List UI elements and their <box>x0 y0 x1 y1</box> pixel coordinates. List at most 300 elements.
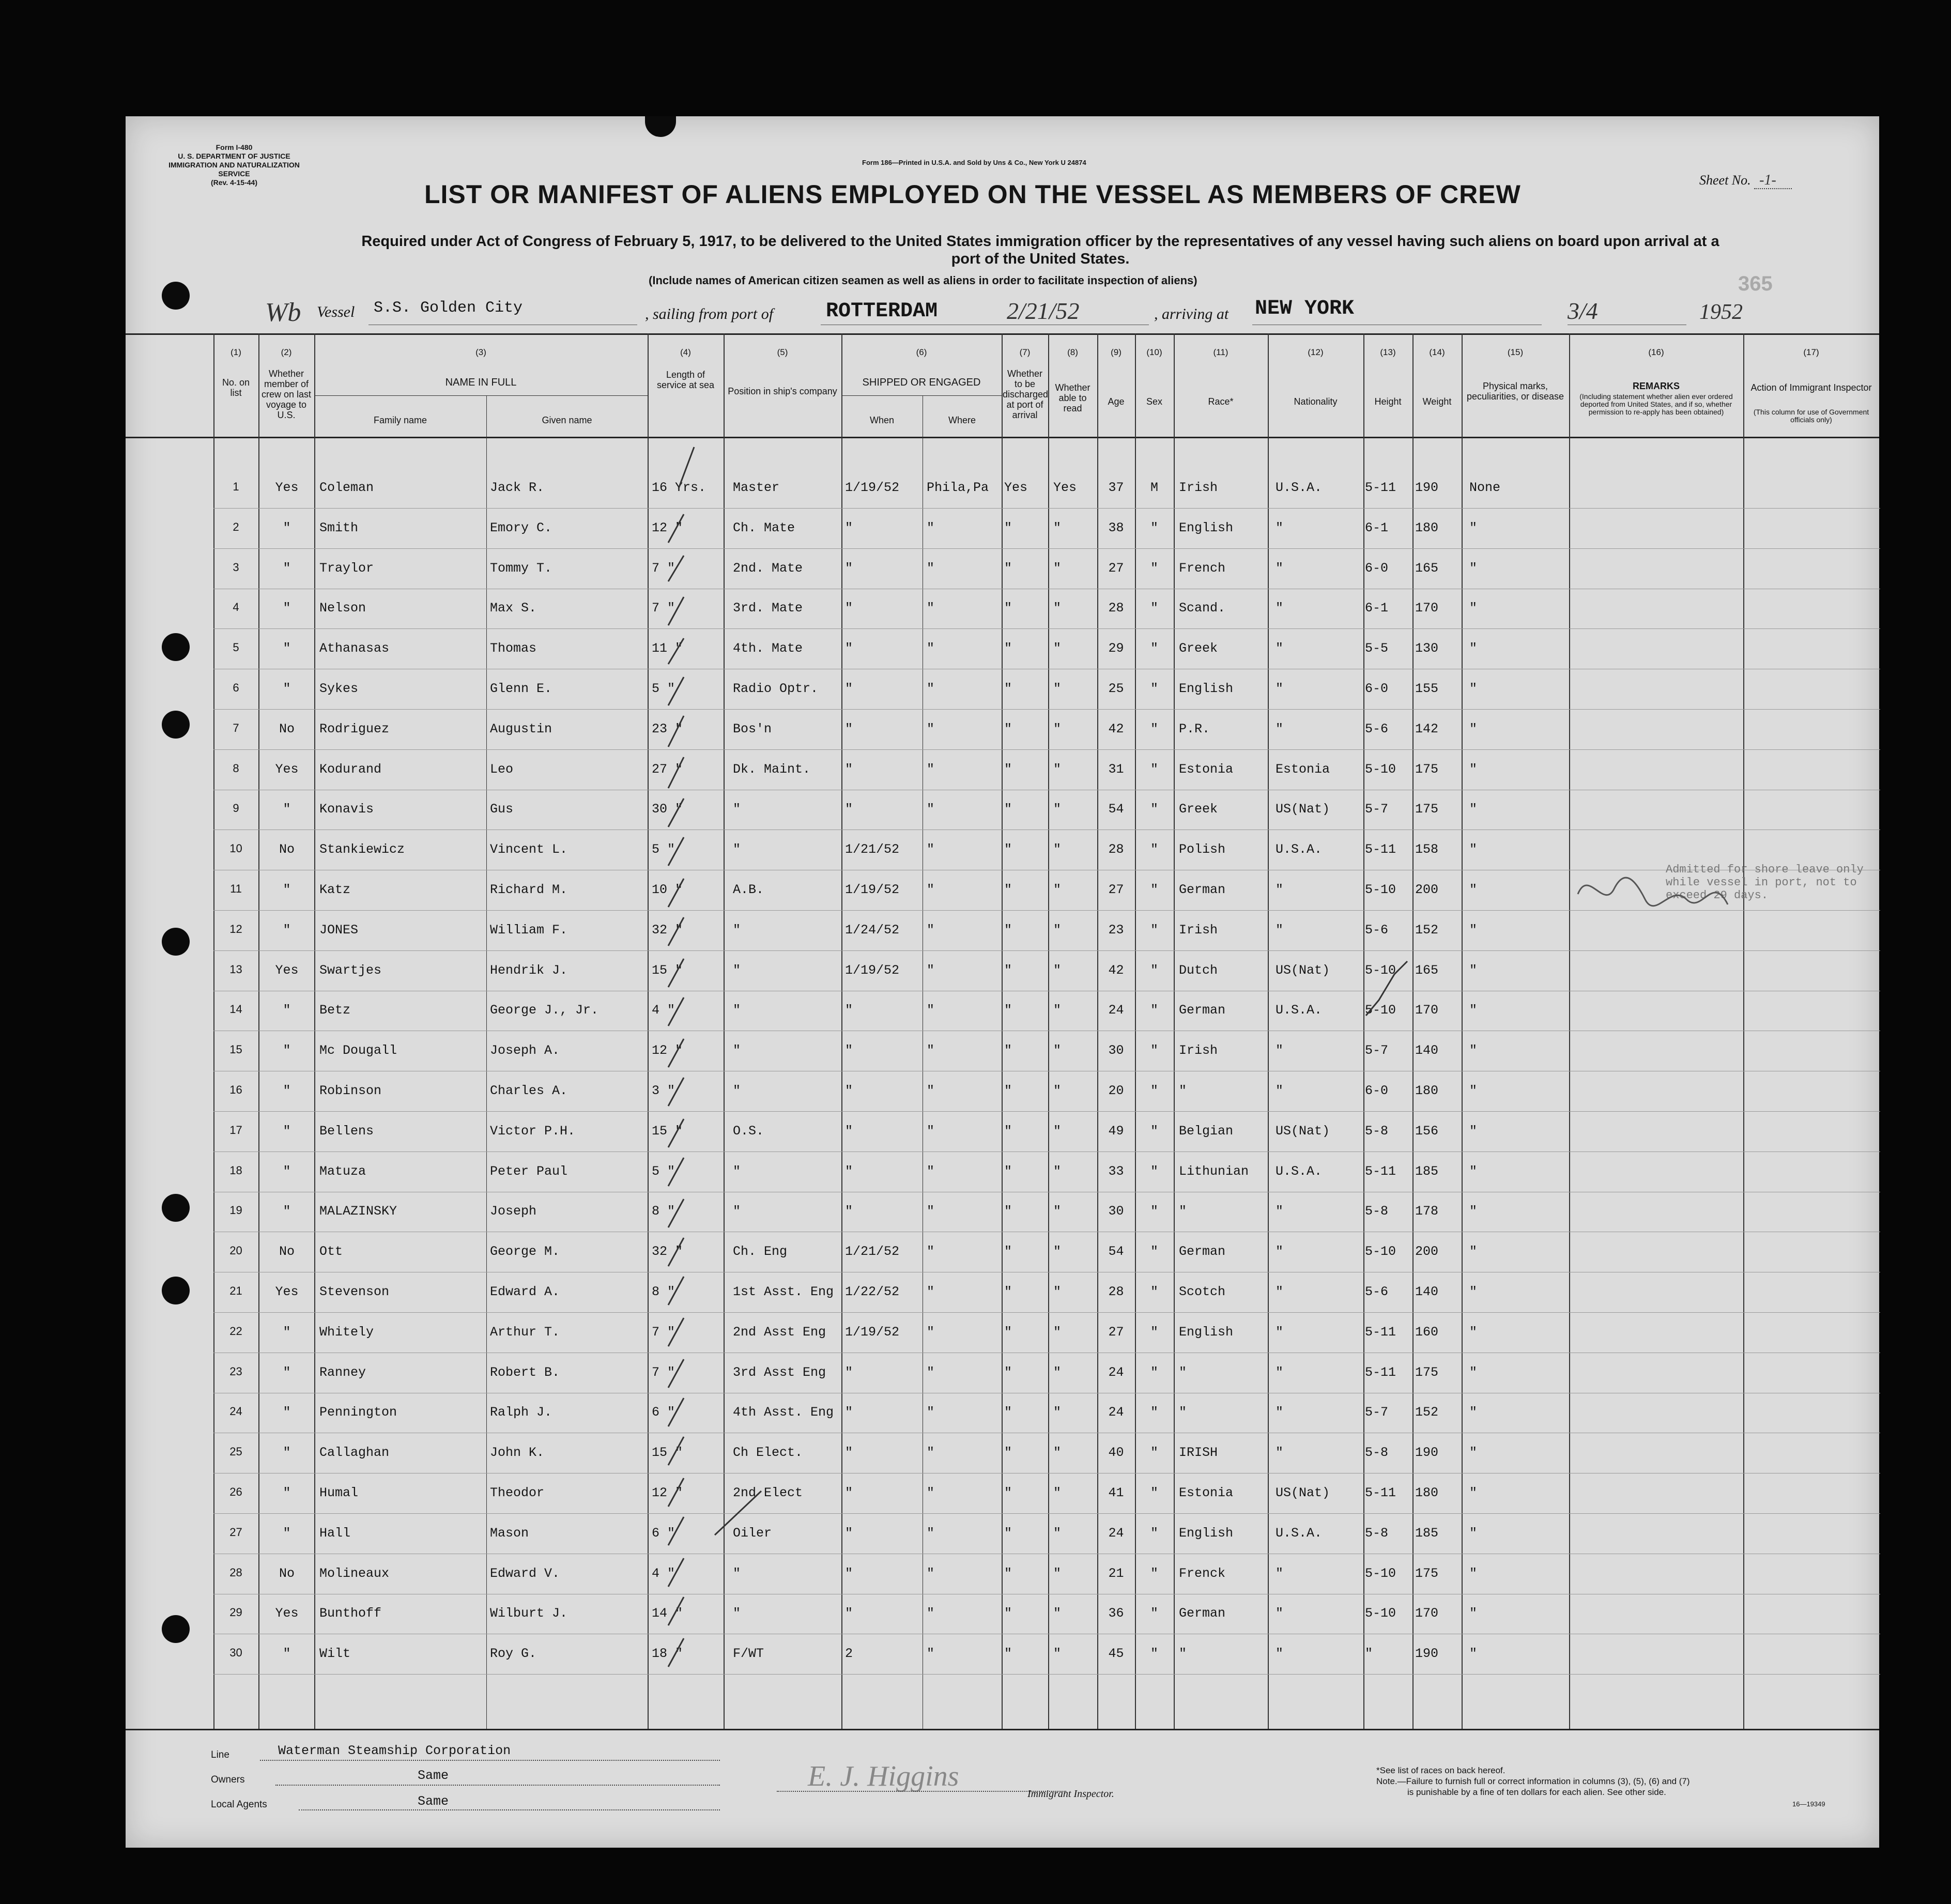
cell-read: " <box>1053 842 1062 857</box>
cell-height: 5-8 <box>1365 1525 1389 1541</box>
col-num-17: (17) <box>1803 347 1819 357</box>
cell-when: 1/19/52 <box>845 480 900 495</box>
cell-phys: " <box>1469 1043 1478 1058</box>
hdr-height: Height <box>1374 396 1402 407</box>
cell-prev: " <box>283 802 291 817</box>
cell-given: Mason <box>490 1525 529 1541</box>
cell-weight: 155 <box>1415 681 1439 696</box>
cell-no: 26 <box>229 1485 242 1498</box>
row-rule <box>213 508 1880 509</box>
footer-notes <box>1376 1765 1690 1798</box>
cell-given: Glenn E. <box>490 681 552 696</box>
cell-age: 31 <box>1108 761 1124 777</box>
cell-height: 5-11 <box>1365 1485 1396 1500</box>
table-bottom-border <box>126 1729 1879 1730</box>
cell-position: 2nd Elect <box>733 1485 803 1500</box>
cell-disch: " <box>1004 601 1012 616</box>
cell-prev: " <box>283 520 291 535</box>
sheet-label: Sheet No. <box>1699 173 1751 188</box>
cell-prev: Yes <box>275 761 299 777</box>
cell-age: 37 <box>1108 480 1124 495</box>
cell-service: 7 " <box>652 1364 675 1380</box>
cell-weight: 185 <box>1415 1525 1439 1541</box>
cell-age: 21 <box>1108 1565 1124 1581</box>
cell-service: 12 " <box>652 1485 683 1500</box>
cell-read: " <box>1053 1364 1062 1380</box>
owners-label: Owners <box>211 1774 245 1785</box>
cell-when: " <box>845 1163 853 1179</box>
cell-sex: " <box>1150 842 1158 857</box>
cell-when: " <box>845 1083 853 1098</box>
cell-prev: Yes <box>275 962 299 978</box>
cell-age: 45 <box>1108 1646 1124 1662</box>
cell-prev: " <box>283 641 291 656</box>
cell-family: Humal <box>319 1485 359 1500</box>
cell-where: " <box>927 761 935 777</box>
cell-no: 24 <box>229 1405 242 1418</box>
cell-position: Dk. Maint. <box>733 761 811 777</box>
cell-position: 2nd Asst Eng <box>733 1324 826 1340</box>
cell-disch: " <box>1004 1123 1012 1139</box>
cell-disch: " <box>1004 842 1012 857</box>
cell-read: " <box>1053 1565 1062 1581</box>
cell-race: English <box>1179 1525 1234 1541</box>
cell-nat: " <box>1276 1244 1284 1260</box>
punch-hole <box>162 711 190 739</box>
cell-read: " <box>1053 1525 1062 1541</box>
cell-phys: " <box>1469 1324 1478 1340</box>
cell-no: 8 <box>233 761 239 775</box>
cell-phys: " <box>1469 1284 1478 1299</box>
cell-weight: 140 <box>1415 1043 1439 1058</box>
cell-when: 1/19/52 <box>845 882 900 897</box>
cell-no: 30 <box>229 1646 242 1660</box>
cell-phys: " <box>1469 1123 1478 1139</box>
cell-disch: " <box>1004 520 1012 535</box>
cell-read: " <box>1053 1324 1062 1340</box>
cell-given: Richard M. <box>490 882 568 897</box>
cell-race: Greek <box>1179 802 1218 817</box>
cell-read: " <box>1053 1284 1062 1299</box>
cell-age: 27 <box>1108 1324 1124 1340</box>
cell-service: 5 " <box>652 681 675 696</box>
cell-nat: " <box>1276 922 1284 938</box>
cell-phys: " <box>1469 560 1478 576</box>
cell-prev: Yes <box>275 1284 299 1299</box>
cell-position: 4th. Mate <box>733 641 803 656</box>
cell-race: German <box>1179 1244 1226 1260</box>
cell-nat: US(Nat) <box>1276 1485 1330 1500</box>
cell-position: " <box>733 1003 741 1018</box>
cell-service: 11 " <box>652 641 683 656</box>
cell-disch: " <box>1004 1405 1012 1420</box>
cell-where: " <box>927 1123 935 1139</box>
hdr-position: Position in ship's company <box>728 386 837 396</box>
cell-prev: No <box>279 1565 295 1581</box>
cell-height: 5-6 <box>1365 1284 1389 1299</box>
vessel-name: S.S. Golden City <box>374 299 523 317</box>
cell-position: Ch. Eng <box>733 1244 788 1260</box>
cell-family: Whitely <box>319 1324 374 1340</box>
cell-given: John K. <box>490 1445 545 1461</box>
cell-family: Bunthoff <box>319 1606 382 1621</box>
cell-family: Stevenson <box>319 1284 390 1299</box>
cell-nat: " <box>1276 1646 1284 1662</box>
cell-where: " <box>927 601 935 616</box>
cell-when: " <box>845 1003 853 1018</box>
cell-family: Swartjes <box>319 962 382 978</box>
cell-weight: 152 <box>1415 1405 1439 1420</box>
cell-prev: " <box>283 681 291 696</box>
cell-prev: " <box>283 1083 291 1098</box>
cell-given: Charles A. <box>490 1083 568 1098</box>
cell-phys: " <box>1469 882 1478 897</box>
cell-read: " <box>1053 1083 1062 1098</box>
cell-weight: 175 <box>1415 761 1439 777</box>
cell-age: 29 <box>1108 641 1124 656</box>
cell-no: 4 <box>233 601 239 614</box>
cell-given: Tommy T. <box>490 560 552 576</box>
cell-position: " <box>733 922 741 938</box>
cell-phys: " <box>1469 520 1478 535</box>
cell-no: 17 <box>229 1123 242 1137</box>
cell-phys: " <box>1469 1565 1478 1581</box>
cell-sex: " <box>1150 1525 1158 1541</box>
cell-race: " <box>1179 1405 1187 1420</box>
cell-service: 6 " <box>652 1405 675 1420</box>
cell-no: 1 <box>233 480 239 493</box>
cell-where: " <box>927 1525 935 1541</box>
manifest-sheet <box>126 116 1879 1848</box>
cell-age: 40 <box>1108 1445 1124 1461</box>
col-num-9: (9) <box>1111 347 1122 357</box>
cell-prev: " <box>283 1324 291 1340</box>
cell-family: JONES <box>319 922 359 938</box>
cell-when: 1/21/52 <box>845 842 900 857</box>
cell-family: Ott <box>319 1244 343 1260</box>
cell-age: 24 <box>1108 1525 1124 1541</box>
cell-family: Katz <box>319 882 351 897</box>
cell-phys: " <box>1469 1003 1478 1018</box>
cell-nat: " <box>1276 1284 1284 1299</box>
inspector-signature: E. J. Higgins <box>808 1760 959 1792</box>
cell-height: 5-11 <box>1365 480 1396 495</box>
remark-stamp-line-1: Admitted for shore leave only <box>1666 863 1864 876</box>
cell-race: Irish <box>1179 480 1218 495</box>
cell-weight: 165 <box>1415 560 1439 576</box>
col-num-1: (1) <box>231 347 241 357</box>
cell-sex: " <box>1150 962 1158 978</box>
cell-where: " <box>927 1565 935 1581</box>
cell-phys: " <box>1469 1606 1478 1621</box>
cell-given: William F. <box>490 922 568 938</box>
cell-service: 7 " <box>652 1324 675 1340</box>
cell-age: 30 <box>1108 1204 1124 1219</box>
cell-disch: " <box>1004 1525 1012 1541</box>
arriving-label: , arriving at <box>1154 305 1229 323</box>
hdr-given-name: Given name <box>542 415 592 425</box>
cell-where: " <box>927 882 935 897</box>
cell-height: 5-10 <box>1365 1606 1396 1621</box>
cell-read: " <box>1053 1163 1062 1179</box>
cell-family: Sykes <box>319 681 359 696</box>
revision: (Rev. 4-15-44) <box>210 178 257 187</box>
cell-family: Coleman <box>319 480 374 495</box>
cell-where: " <box>927 922 935 938</box>
cell-height: 6-0 <box>1365 681 1389 696</box>
cell-sex: " <box>1150 1364 1158 1380</box>
punch-hole <box>162 633 190 661</box>
cell-given: Robert B. <box>490 1364 560 1380</box>
cell-disch: " <box>1004 1445 1012 1461</box>
hdr-nationality: Nationality <box>1294 396 1338 407</box>
remark-stamp-line-2: while vessel in port, not to <box>1666 876 1857 889</box>
col-num-14: (14) <box>1429 347 1445 357</box>
cell-weight: 158 <box>1415 842 1439 857</box>
cell-given: Victor P.H. <box>490 1123 576 1139</box>
cell-race: Polish <box>1179 842 1226 857</box>
cell-age: 28 <box>1108 601 1124 616</box>
cell-sex: " <box>1150 1204 1158 1219</box>
cell-nat: US(Nat) <box>1276 962 1330 978</box>
cell-read: " <box>1053 1003 1062 1018</box>
cell-service: 23 " <box>652 721 683 736</box>
cell-weight: 185 <box>1415 1163 1439 1179</box>
cell-position: Radio Optr. <box>733 681 819 696</box>
include-note: (Include names of American citizen seamen as well as aliens in order to facilitate inspection of aliens) <box>649 274 1197 287</box>
cell-weight: 200 <box>1415 1244 1439 1260</box>
hdr-where: Where <box>948 415 976 425</box>
cell-age: 24 <box>1108 1003 1124 1018</box>
cell-family: MALAZINSKY <box>319 1204 397 1219</box>
cell-where: " <box>927 1244 935 1260</box>
cell-weight: 180 <box>1415 520 1439 535</box>
cell-when: " <box>845 761 853 777</box>
cell-prev: " <box>283 1003 291 1018</box>
cell-age: 54 <box>1108 802 1124 817</box>
cell-no: 25 <box>229 1445 242 1458</box>
sail-date: 2/21/52 <box>1007 298 1080 324</box>
cell-disch: " <box>1004 1043 1012 1058</box>
cell-age: 23 <box>1108 922 1124 938</box>
cell-where: " <box>927 842 935 857</box>
cell-read: " <box>1053 721 1062 736</box>
cell-family: Bellens <box>319 1123 374 1139</box>
cell-weight: 170 <box>1415 1003 1439 1018</box>
form-number: Form I-480 <box>216 143 253 151</box>
cell-when: " <box>845 601 853 616</box>
cell-no: 12 <box>229 922 242 935</box>
cell-height: 5-7 <box>1365 1043 1389 1058</box>
footer-block <box>211 1734 743 1810</box>
cell-disch: " <box>1004 1364 1012 1380</box>
cell-position: A.B. <box>733 882 764 897</box>
cell-nat: " <box>1276 1364 1284 1380</box>
cell-where: " <box>927 1646 935 1662</box>
cell-service: 12 " <box>652 1043 683 1058</box>
cell-read: " <box>1053 1244 1062 1260</box>
hdr-remarks-note: (Including statement whether alien ever ordered deported from United States, and if so, whether permission to re-apply has been obtained) <box>1579 392 1733 416</box>
cell-position: Ch. Mate <box>733 520 795 535</box>
cell-phys: " <box>1469 1244 1478 1260</box>
cell-sex: " <box>1150 1244 1158 1260</box>
cell-race: English <box>1179 520 1234 535</box>
cell-sex: " <box>1150 882 1158 897</box>
hdr-family-name: Family name <box>373 415 427 425</box>
arrival-date: 3/4 <box>1568 298 1598 324</box>
cell-when: " <box>845 1123 853 1139</box>
cell-given: George M. <box>490 1244 560 1260</box>
cell-where: " <box>927 1163 935 1179</box>
cell-sex: " <box>1150 761 1158 777</box>
cell-where: " <box>927 1364 935 1380</box>
row-rule <box>213 749 1880 750</box>
footer-note-2: Note.—Failure to furnish full or correct information in columns (3), (5), (6) and (7) <box>1376 1776 1690 1786</box>
cell-when: 1/19/52 <box>845 962 900 978</box>
cell-prev: No <box>279 1244 295 1260</box>
cell-when: 1/19/52 <box>845 1324 900 1340</box>
cell-family: Kodurand <box>319 761 382 777</box>
cell-position: " <box>733 1043 741 1058</box>
cell-disch: " <box>1004 1485 1012 1500</box>
cell-phys: " <box>1469 1646 1478 1662</box>
cell-where: " <box>927 1043 935 1058</box>
hdr-weight: Weight <box>1422 396 1452 407</box>
cell-family: Nelson <box>319 601 366 616</box>
cell-nat: " <box>1276 1606 1284 1621</box>
cell-family: Ranney <box>319 1364 366 1380</box>
cell-phys: " <box>1469 681 1478 696</box>
hdr-shipped: SHIPPED OR ENGAGED <box>862 377 981 388</box>
cell-when: " <box>845 641 853 656</box>
cell-weight: 175 <box>1415 1565 1439 1581</box>
cell-weight: 175 <box>1415 802 1439 817</box>
cell-when: " <box>845 802 853 817</box>
cell-given: Hendrik J. <box>490 962 568 978</box>
cell-age: 28 <box>1108 1284 1124 1299</box>
cell-position: O.S. <box>733 1123 764 1139</box>
cell-age: 49 <box>1108 1123 1124 1139</box>
cell-disch: " <box>1004 1324 1012 1340</box>
cell-position: 4th Asst. Eng <box>733 1405 834 1420</box>
hdr-no-on-list: No. on list <box>222 377 250 398</box>
cell-disch: " <box>1004 681 1012 696</box>
cell-no: 27 <box>229 1525 242 1539</box>
to-port: NEW YORK <box>1255 297 1355 320</box>
col-num-15: (15) <box>1507 347 1524 357</box>
cell-service: 15 " <box>652 1445 683 1461</box>
cell-no: 10 <box>229 842 242 855</box>
col-num-2: (2) <box>281 347 292 357</box>
cell-sex: " <box>1150 802 1158 817</box>
cell-weight: 180 <box>1415 1083 1439 1098</box>
cell-nat: " <box>1276 681 1284 696</box>
cell-age: 25 <box>1108 681 1124 696</box>
cell-position: " <box>733 962 741 978</box>
cell-race: P.R. <box>1179 721 1210 736</box>
cell-phys: " <box>1469 1204 1478 1219</box>
cell-read: Yes <box>1053 480 1077 495</box>
cell-phys: " <box>1469 1445 1478 1461</box>
cell-when: " <box>845 1606 853 1621</box>
cell-race: English <box>1179 1324 1234 1340</box>
cell-no: 22 <box>229 1324 242 1338</box>
cell-given: Joseph <box>490 1204 537 1219</box>
cell-race: Belgian <box>1179 1123 1234 1139</box>
cell-height: 5-7 <box>1365 802 1389 817</box>
cell-height: 5-8 <box>1365 1204 1389 1219</box>
cell-service: 7 " <box>652 601 675 616</box>
cell-age: 28 <box>1108 842 1124 857</box>
cell-service: 4 " <box>652 1565 675 1581</box>
cell-race: Irish <box>1179 922 1218 938</box>
cell-given: Augustin <box>490 721 552 736</box>
cell-where: " <box>927 1405 935 1420</box>
cell-weight: 180 <box>1415 1485 1439 1500</box>
cell-sex: " <box>1150 1123 1158 1139</box>
form-code: 16—19349 <box>1792 1800 1825 1808</box>
cell-disch: " <box>1004 1083 1012 1098</box>
stamp-number: 365 <box>1738 272 1773 295</box>
cell-prev: " <box>283 1405 291 1420</box>
cell-when: " <box>845 1043 853 1058</box>
cell-race: Scotch <box>1179 1284 1226 1299</box>
cell-sex: " <box>1150 520 1158 535</box>
cell-nat: " <box>1276 1405 1284 1420</box>
cell-where: " <box>927 1606 935 1621</box>
cell-read: " <box>1053 1123 1062 1139</box>
row-rule <box>213 548 1880 549</box>
cell-no: 21 <box>229 1284 242 1297</box>
cell-disch: " <box>1004 1565 1012 1581</box>
cell-sex: " <box>1150 1606 1158 1621</box>
cell-position: " <box>733 1163 741 1179</box>
cell-height: 5-10 <box>1365 1244 1396 1260</box>
cell-position: " <box>733 1083 741 1098</box>
cell-phys: " <box>1469 721 1478 736</box>
row-rule <box>213 950 1880 951</box>
cell-nat: US(Nat) <box>1276 802 1330 817</box>
cell-disch: " <box>1004 721 1012 736</box>
cell-family: Matuza <box>319 1163 366 1179</box>
cell-weight: 140 <box>1415 1284 1439 1299</box>
cell-given: Joseph A. <box>490 1043 560 1058</box>
cell-weight: 190 <box>1415 480 1439 495</box>
cell-read: " <box>1053 882 1062 897</box>
cell-no: 5 <box>233 641 239 654</box>
cell-given: Gus <box>490 802 514 817</box>
cell-nat: " <box>1276 1324 1284 1340</box>
cell-where: " <box>927 1445 935 1461</box>
cell-family: Callaghan <box>319 1445 390 1461</box>
cell-nat: U.S.A. <box>1276 480 1323 495</box>
cell-height: 5-7 <box>1365 1405 1389 1420</box>
cell-weight: 190 <box>1415 1445 1439 1461</box>
row-rule <box>213 1111 1880 1112</box>
cell-when: " <box>845 1525 853 1541</box>
cell-race: German <box>1179 1606 1226 1621</box>
cell-given: Edward A. <box>490 1284 560 1299</box>
cell-position: Oiler <box>733 1525 772 1541</box>
cell-read: " <box>1053 922 1062 938</box>
col-num-12: (12) <box>1308 347 1324 357</box>
cell-age: 41 <box>1108 1485 1124 1500</box>
margin-mark: Wb <box>265 298 301 327</box>
row-rule <box>213 1513 1880 1514</box>
cell-age: 38 <box>1108 520 1124 535</box>
cell-family: Hall <box>319 1525 351 1541</box>
cell-age: 24 <box>1108 1364 1124 1380</box>
